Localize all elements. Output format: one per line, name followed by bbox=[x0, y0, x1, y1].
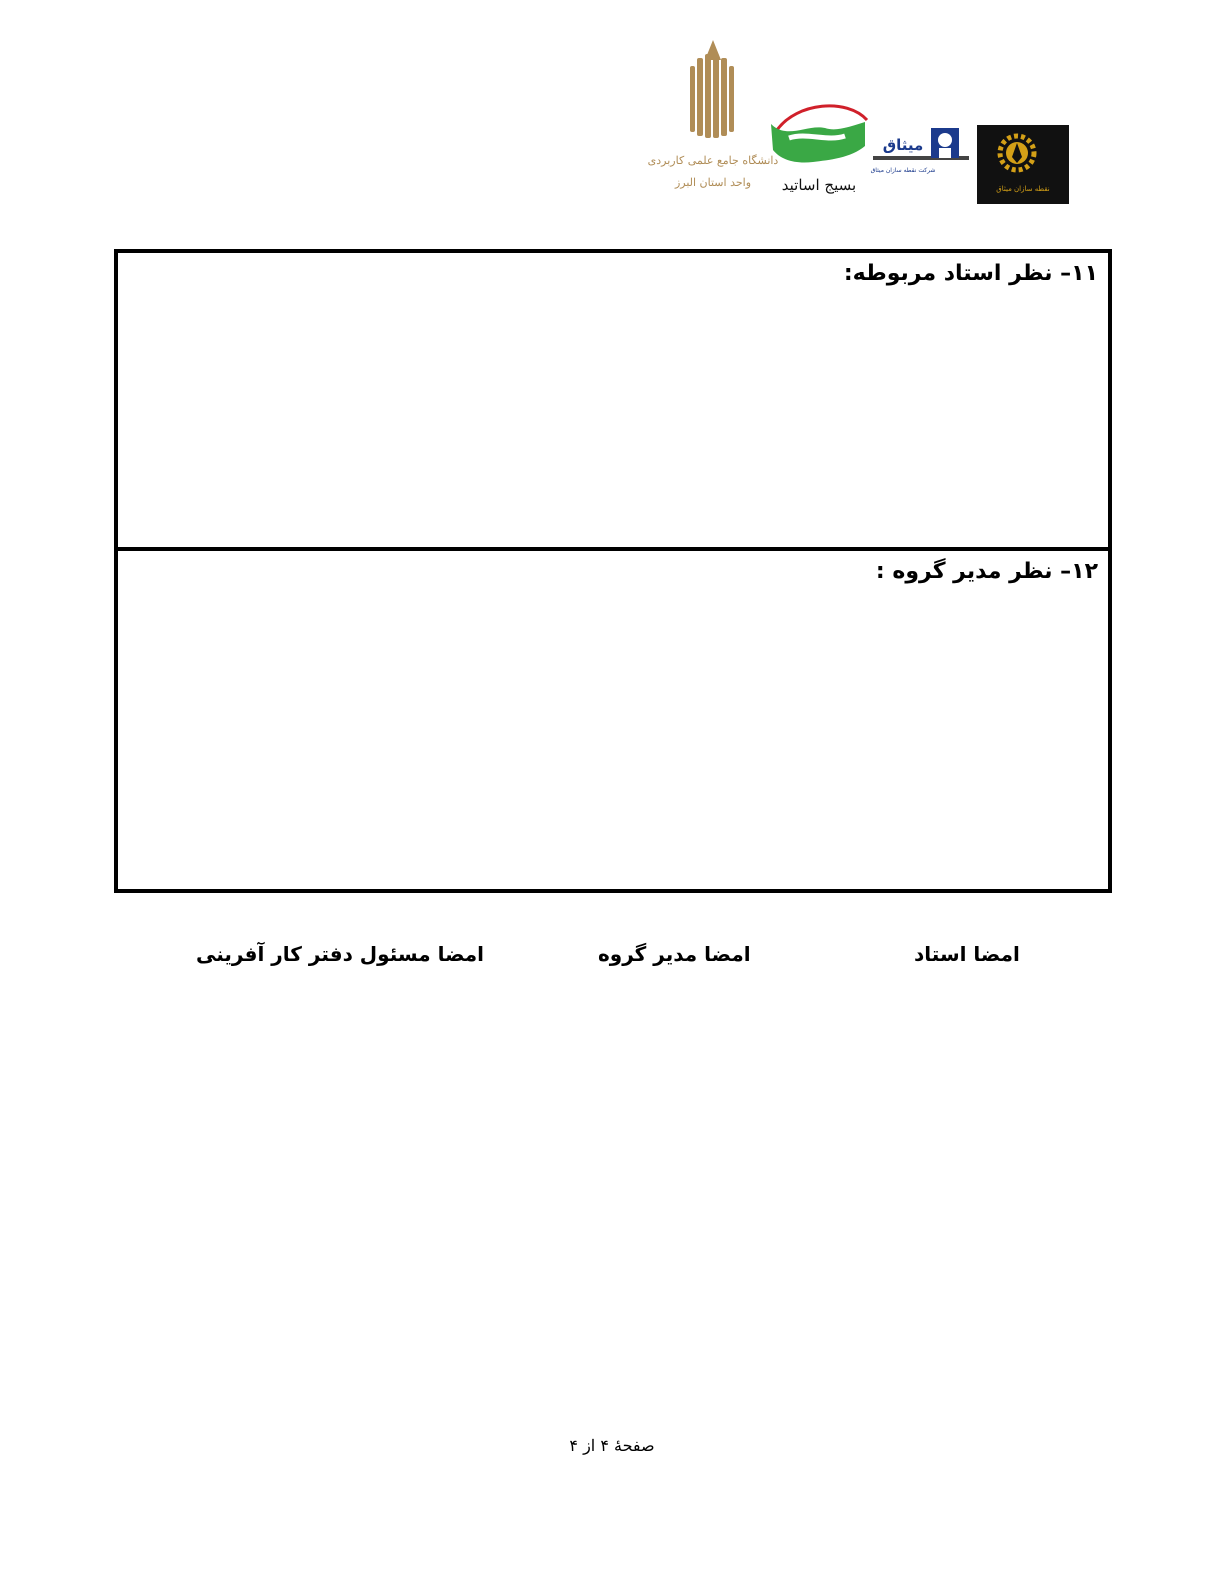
uast-logo-line2: واحد استان البرز bbox=[674, 176, 752, 189]
uast-alborz-logo bbox=[647, 36, 779, 206]
section-group-head-comment[interactable] bbox=[118, 551, 1108, 889]
page-number: صفحۀ ۴ از ۴ bbox=[569, 1436, 655, 1455]
misagh-logo bbox=[870, 124, 969, 180]
header-logos bbox=[647, 36, 1075, 211]
teacher-signature-label: امضا استاد bbox=[914, 942, 1020, 966]
section-11-title: ۱۱– نظر استاد مربوطه: bbox=[843, 261, 1098, 286]
section-teacher-comment[interactable] bbox=[118, 253, 1108, 551]
group-head-signature-label: امضا مدیر گروه bbox=[598, 942, 751, 966]
misagh-logo-subtitle: شرکت نقطه سازان میثاق bbox=[870, 167, 936, 174]
office-signature-label: امضا مسئول دفتر کار آفرینی bbox=[196, 942, 485, 966]
comments-form-box bbox=[114, 249, 1112, 893]
section-12-title: ۱۲– نظر مدیر گروه : bbox=[875, 559, 1098, 584]
misagh-logo-title: میثاق bbox=[882, 136, 924, 154]
signature-row bbox=[0, 942, 1224, 982]
dark-logo-text: نقطه سازان میثاق bbox=[996, 185, 1050, 193]
dark-emblem-logo bbox=[977, 125, 1069, 204]
basij-logo-text: بسیج اساتید bbox=[781, 176, 857, 194]
uast-logo-line1: دانشگاه جامع علمی کاربردی bbox=[647, 154, 779, 167]
basij-asatid-logo bbox=[767, 98, 873, 206]
